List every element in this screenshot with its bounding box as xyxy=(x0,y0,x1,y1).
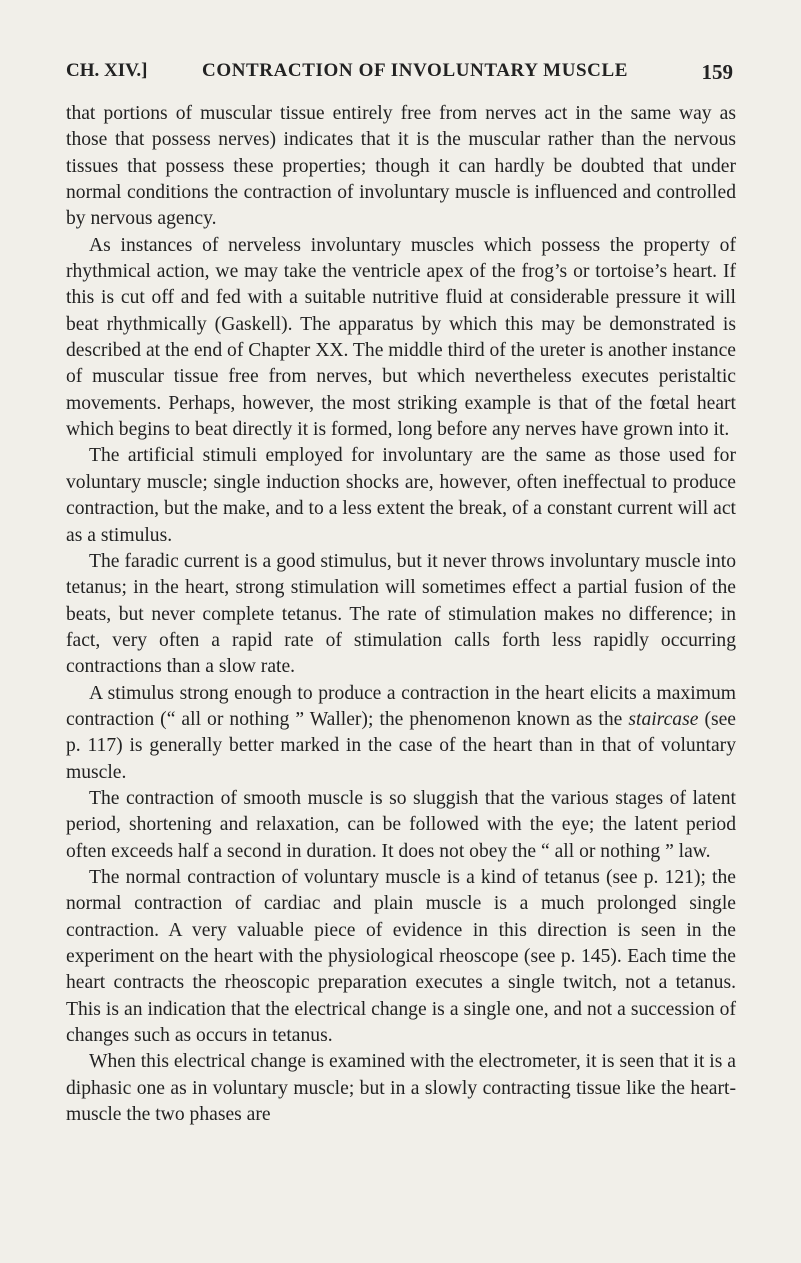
paragraph: The faradic current is a good stimulus, but it never throws involuntary muscle into tetanus; in the heart, strong stimulation will sometimes effect a partial fusion of the beats, but never complete tetanus. The rate of stimulation makes no difference; in fact, very often a rapid rate of stimulation calls forth less rapidly occurring contractions than a slow rate. xyxy=(66,550,736,678)
paragraph-text: (see p. 117) is generally better marked in the case of the heart than in that of voluntary muscle. xyxy=(66,708,736,783)
paragraph: The artificial stimuli employed for involuntary are the same as those used for voluntary muscle; single induction shocks are, however, often ineffectual to produce contraction, but the make, and to a less extent the break, of a constant current will act as a stimulus. xyxy=(66,445,736,546)
paragraph-text: A stimulus strong enough to produce a contraction in the heart elicits a maximum contraction (“ all or nothing ” Waller); the phenomenon known as the xyxy=(66,682,736,730)
paragraph xyxy=(66,681,736,786)
page-number: 159 xyxy=(701,60,733,84)
paragraph: The normal contraction of voluntary muscle is a kind of tetanus (see p. 121); the normal contraction of cardiac and plain muscle is a much prolonged single contraction. A very valuable piece of evidence in this direction is seen in the experiment on the heart with the physiological rheoscope (see p. 145). Each time the heart contracts the rheoscopic preparation executes a single twitch, not a tetanus. This is an indication that the electrical change is a single one, and not a succession of changes such as occurs in tetanus. xyxy=(66,866,736,1047)
running-title: CONTRACTION OF INVOLUNTARY MUSCLE xyxy=(202,60,629,81)
paragraph: As instances of nerveless involuntary muscles which possess the property of rhythmical action, we may take the ventricle apex of the frog’s or tortoise’s heart. If this is cut off and fed with a suitable nutritive fluid at considerable pressure it will beat rhythmically (Gaskell). The apparatus by which this may be demonstrated is described at the end of Chapter XX. The middle third of the ureter is another instance of muscular tissue free from nerves, but which nevertheless executes peristaltic movements. Perhaps, however, the most striking example is that of the fœtal heart which begins to beat directly it is formed, long before any nerves have grown into it. xyxy=(66,234,736,441)
body-text xyxy=(66,101,736,1128)
paragraph: The contraction of smooth muscle is so sluggish that the various stages of latent period, shortening and relaxation, can be followed with the eye; the latent period often exceeds half a second in duration. It does not obey the “ all or nothing ” law. xyxy=(66,787,736,862)
running-head xyxy=(66,60,733,84)
paragraph: that portions of muscular tissue entirely free from nerves act in the same way as those that possess nerves) indicates that it is the muscular rather than the nervous tissues that possess these properties; though it can hardly be doubted that under normal conditions the contraction of involuntary muscle is influenced and controlled by nervous agency. xyxy=(66,103,736,230)
paragraph: When this electrical change is examined with the electrometer, it is seen that it is a diphasic one as in voluntary muscle; but in a slowly contracting tissue like the heart-muscle the two phases are xyxy=(66,1051,736,1126)
italic-term: staircase xyxy=(628,708,699,730)
chapter-label: CH. XIV.] xyxy=(66,60,148,81)
